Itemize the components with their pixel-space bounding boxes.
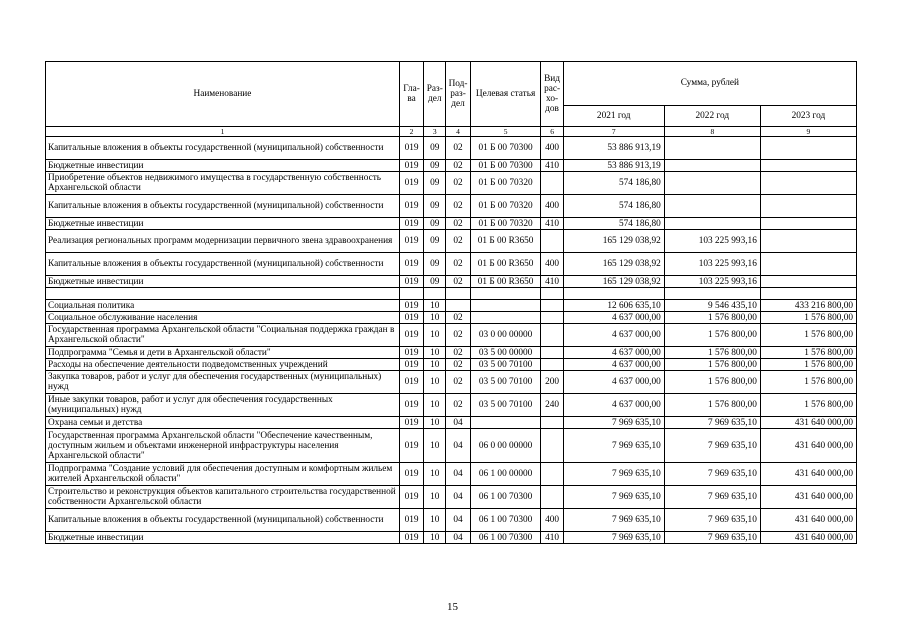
cell-sum-2022: 7 969 635,10 [664, 509, 760, 532]
cell-name: Капитальные вложения в объекты государственной (муниципальной) собственности [46, 195, 400, 218]
cell-expense-type: 410 [541, 160, 563, 172]
cell-razdel: 10 [424, 359, 446, 371]
cell-target-article: 01 Б 00 R3650 [470, 230, 541, 253]
cell-sum-2023: 1 576 800,00 [760, 347, 856, 359]
table-row [46, 371, 857, 394]
header-glava: Гла-ва [399, 62, 423, 127]
column-number: 8 [664, 127, 760, 137]
cell-sum-2021: 7 969 635,10 [563, 429, 664, 463]
cell-glava: 019 [399, 509, 423, 532]
cell-sum-2022: 103 225 993,16 [664, 276, 760, 288]
cell-sum-2022 [664, 172, 760, 195]
cell-expense-type: 400 [541, 195, 563, 218]
header-podrazdel: Под-раз-дел [446, 62, 470, 127]
cell-expense-type: 410 [541, 276, 563, 288]
cell-sum-2021: 53 886 913,19 [563, 160, 664, 172]
cell-sum-2021: 574 186,80 [563, 218, 664, 230]
column-number: 2 [399, 127, 423, 137]
table-row [46, 324, 857, 347]
header-year-2022: 2022 год [664, 105, 760, 126]
cell-glava: 019 [399, 218, 423, 230]
cell-sum-2022: 1 576 800,00 [664, 394, 760, 417]
header-razdel: Раз-дел [424, 62, 446, 127]
cell-expense-type [541, 312, 563, 324]
cell-sum-2022 [664, 137, 760, 160]
cell-name [46, 288, 400, 300]
cell-sum-2023: 431 640 000,00 [760, 417, 856, 429]
cell-sum-2021: 7 969 635,10 [563, 486, 664, 509]
cell-target-article: 03 5 00 70100 [470, 394, 541, 417]
cell-podrazdel: 04 [446, 429, 470, 463]
table-row [46, 417, 857, 429]
cell-podrazdel: 02 [446, 394, 470, 417]
cell-razdel: 09 [424, 172, 446, 195]
cell-expense-type [541, 288, 563, 300]
cell-glava: 019 [399, 312, 423, 324]
table-row [46, 509, 857, 532]
cell-razdel: 10 [424, 347, 446, 359]
cell-name: Бюджетные инвестиции [46, 160, 400, 172]
cell-razdel [424, 288, 446, 300]
table-body [46, 137, 857, 544]
cell-podrazdel [446, 288, 470, 300]
cell-razdel: 10 [424, 312, 446, 324]
cell-sum-2022: 7 969 635,10 [664, 429, 760, 463]
cell-sum-2023 [760, 137, 856, 160]
cell-podrazdel: 04 [446, 463, 470, 486]
column-number: 6 [541, 127, 563, 137]
cell-podrazdel: 02 [446, 324, 470, 347]
cell-podrazdel: 02 [446, 276, 470, 288]
cell-name: Охрана семьи и детства [46, 417, 400, 429]
cell-razdel: 10 [424, 509, 446, 532]
cell-glava: 019 [399, 324, 423, 347]
cell-razdel: 10 [424, 371, 446, 394]
cell-name: Бюджетные инвестиции [46, 276, 400, 288]
table-row [46, 532, 857, 544]
cell-razdel: 10 [424, 300, 446, 312]
cell-glava [399, 288, 423, 300]
cell-target-article: 06 1 00 70300 [470, 509, 541, 532]
cell-sum-2021: 53 886 913,19 [563, 137, 664, 160]
cell-name: Строительство и реконструкция объектов капитального строительства государственной собственности Архангельской области [46, 486, 400, 509]
cell-podrazdel: 04 [446, 509, 470, 532]
table-row [46, 300, 857, 312]
cell-target-article: 06 1 00 70300 [470, 532, 541, 544]
cell-expense-type: 410 [541, 532, 563, 544]
column-number: 7 [563, 127, 664, 137]
cell-razdel: 10 [424, 324, 446, 347]
cell-sum-2023: 431 640 000,00 [760, 509, 856, 532]
cell-glava: 019 [399, 429, 423, 463]
cell-expense-type [541, 324, 563, 347]
column-number: 3 [424, 127, 446, 137]
cell-target-article [470, 417, 541, 429]
cell-sum-2023: 1 576 800,00 [760, 312, 856, 324]
cell-sum-2021: 4 637 000,00 [563, 394, 664, 417]
cell-sum-2023 [760, 172, 856, 195]
cell-name: Государственная программа Архангельской области "Социальная поддержка граждан в Архангельской области" [46, 324, 400, 347]
cell-sum-2023: 431 640 000,00 [760, 532, 856, 544]
cell-podrazdel: 04 [446, 532, 470, 544]
cell-razdel: 09 [424, 137, 446, 160]
cell-sum-2023: 431 640 000,00 [760, 463, 856, 486]
cell-sum-2022: 1 576 800,00 [664, 347, 760, 359]
cell-expense-type [541, 172, 563, 195]
table-row [46, 288, 857, 300]
column-number: 1 [46, 127, 400, 137]
cell-expense-type [541, 463, 563, 486]
table-row [46, 486, 857, 509]
table-row [46, 172, 857, 195]
table-row [46, 160, 857, 172]
cell-expense-type: 410 [541, 218, 563, 230]
cell-sum-2023: 1 576 800,00 [760, 324, 856, 347]
cell-razdel: 10 [424, 429, 446, 463]
cell-sum-2021: 7 969 635,10 [563, 417, 664, 429]
cell-sum-2021: 4 637 000,00 [563, 371, 664, 394]
cell-podrazdel: 02 [446, 218, 470, 230]
cell-sum-2022: 103 225 993,16 [664, 230, 760, 253]
header-target-article: Целевая статья [470, 62, 541, 127]
cell-expense-type [541, 417, 563, 429]
cell-sum-2022: 1 576 800,00 [664, 371, 760, 394]
cell-glava: 019 [399, 253, 423, 276]
cell-razdel: 10 [424, 486, 446, 509]
cell-target-article: 01 Б 00 R3650 [470, 276, 541, 288]
cell-expense-type [541, 359, 563, 371]
cell-target-article: 06 0 00 00000 [470, 429, 541, 463]
cell-podrazdel: 02 [446, 253, 470, 276]
column-number-row [46, 127, 857, 137]
cell-name: Социальная политика [46, 300, 400, 312]
header-expense-type: Вид рас-хо-дов [541, 62, 563, 127]
cell-expense-type: 400 [541, 509, 563, 532]
cell-name: Капитальные вложения в объекты государственной (муниципальной) собственности [46, 137, 400, 160]
cell-name: Государственная программа Архангельской области "Обеспечение качественным, доступным жильем и объектами инженерной инфраструктуры населения Архангельской области" [46, 429, 400, 463]
cell-name: Приобретение объектов недвижимого имущества в государственную собственность Архангельской области [46, 172, 400, 195]
cell-sum-2023 [760, 230, 856, 253]
cell-razdel: 09 [424, 195, 446, 218]
cell-sum-2023 [760, 160, 856, 172]
cell-razdel: 09 [424, 218, 446, 230]
cell-sum-2022 [664, 195, 760, 218]
cell-sum-2022: 1 576 800,00 [664, 324, 760, 347]
cell-sum-2021: 165 129 038,92 [563, 230, 664, 253]
cell-target-article: 01 Б 00 70320 [470, 195, 541, 218]
cell-glava: 019 [399, 359, 423, 371]
cell-sum-2022: 7 969 635,10 [664, 463, 760, 486]
cell-name: Социальное обслуживание населения [46, 312, 400, 324]
cell-razdel: 09 [424, 253, 446, 276]
cell-podrazdel: 02 [446, 359, 470, 371]
cell-podrazdel: 04 [446, 417, 470, 429]
cell-target-article: 01 Б 00 R3650 [470, 253, 541, 276]
cell-expense-type [541, 230, 563, 253]
header-sum: Сумма, рублей [563, 62, 856, 106]
cell-glava: 019 [399, 230, 423, 253]
cell-glava: 019 [399, 417, 423, 429]
page-number: 15 [447, 601, 458, 613]
cell-expense-type: 400 [541, 137, 563, 160]
cell-glava: 019 [399, 195, 423, 218]
cell-expense-type: 200 [541, 371, 563, 394]
cell-name: Бюджетные инвестиции [46, 532, 400, 544]
cell-glava: 019 [399, 347, 423, 359]
table-row [46, 429, 857, 463]
cell-razdel: 10 [424, 463, 446, 486]
cell-target-article: 03 5 00 70100 [470, 371, 541, 394]
cell-sum-2022 [664, 288, 760, 300]
cell-sum-2023 [760, 253, 856, 276]
table-row [46, 137, 857, 160]
cell-glava: 019 [399, 532, 423, 544]
header-year-2023: 2023 год [760, 105, 856, 126]
cell-podrazdel: 02 [446, 195, 470, 218]
cell-sum-2022: 7 969 635,10 [664, 532, 760, 544]
cell-target-article: 01 Б 00 70320 [470, 218, 541, 230]
cell-sum-2021 [563, 288, 664, 300]
cell-glava: 019 [399, 394, 423, 417]
cell-podrazdel: 02 [446, 172, 470, 195]
cell-sum-2023: 1 576 800,00 [760, 371, 856, 394]
cell-expense-type [541, 486, 563, 509]
cell-expense-type: 400 [541, 253, 563, 276]
cell-razdel: 10 [424, 394, 446, 417]
cell-expense-type: 240 [541, 394, 563, 417]
cell-sum-2022 [664, 218, 760, 230]
cell-podrazdel: 02 [446, 347, 470, 359]
cell-sum-2022: 9 546 435,10 [664, 300, 760, 312]
table-row [46, 253, 857, 276]
cell-sum-2021: 12 606 635,10 [563, 300, 664, 312]
cell-sum-2022: 1 576 800,00 [664, 359, 760, 371]
budget-table [45, 61, 857, 544]
cell-target-article: 03 5 00 00000 [470, 347, 541, 359]
cell-sum-2021: 574 186,80 [563, 195, 664, 218]
cell-sum-2023: 431 640 000,00 [760, 486, 856, 509]
cell-sum-2023 [760, 276, 856, 288]
cell-name: Капитальные вложения в объекты государственной (муниципальной) собственности [46, 253, 400, 276]
cell-sum-2021: 4 637 000,00 [563, 312, 664, 324]
cell-sum-2023 [760, 288, 856, 300]
cell-target-article: 01 Б 00 70320 [470, 172, 541, 195]
cell-sum-2021: 4 637 000,00 [563, 359, 664, 371]
cell-target-article [470, 312, 541, 324]
cell-target-article: 01 Б 00 70300 [470, 137, 541, 160]
cell-sum-2023 [760, 195, 856, 218]
cell-sum-2022: 7 969 635,10 [664, 417, 760, 429]
cell-razdel: 09 [424, 160, 446, 172]
column-number: 5 [470, 127, 541, 137]
cell-name: Капитальные вложения в объекты государственной (муниципальной) собственности [46, 509, 400, 532]
table-row [46, 359, 857, 371]
cell-podrazdel: 04 [446, 486, 470, 509]
cell-target-article: 03 5 00 70100 [470, 359, 541, 371]
header-name: Наименование [46, 62, 400, 127]
cell-glava: 019 [399, 172, 423, 195]
cell-target-article: 03 0 00 00000 [470, 324, 541, 347]
cell-razdel: 09 [424, 230, 446, 253]
cell-razdel: 09 [424, 276, 446, 288]
cell-glava: 019 [399, 160, 423, 172]
cell-name: Закупка товаров, работ и услуг для обеспечения государственных (муниципальных) нужд [46, 371, 400, 394]
column-number: 4 [446, 127, 470, 137]
cell-sum-2021: 7 969 635,10 [563, 509, 664, 532]
cell-target-article: 01 Б 00 70300 [470, 160, 541, 172]
cell-name: Иные закупки товаров, работ и услуг для обеспечения государственных (муниципальных) нужд [46, 394, 400, 417]
cell-name: Реализация региональных программ модернизации первичного звена здравоохранения [46, 230, 400, 253]
cell-podrazdel: 02 [446, 230, 470, 253]
column-number: 9 [760, 127, 856, 137]
cell-sum-2021: 4 637 000,00 [563, 347, 664, 359]
table-row [46, 312, 857, 324]
cell-expense-type [541, 429, 563, 463]
cell-sum-2021: 165 129 038,92 [563, 276, 664, 288]
cell-sum-2023: 433 216 800,00 [760, 300, 856, 312]
cell-glava: 019 [399, 276, 423, 288]
cell-razdel: 10 [424, 532, 446, 544]
cell-name: Бюджетные инвестиции [46, 218, 400, 230]
cell-sum-2021: 165 129 038,92 [563, 253, 664, 276]
cell-podrazdel: 02 [446, 160, 470, 172]
cell-name: Подпрограмма "Семья и дети в Архангельской области" [46, 347, 400, 359]
cell-sum-2022: 7 969 635,10 [664, 486, 760, 509]
cell-expense-type [541, 347, 563, 359]
cell-sum-2021: 7 969 635,10 [563, 463, 664, 486]
cell-sum-2023: 1 576 800,00 [760, 394, 856, 417]
cell-glava: 019 [399, 486, 423, 509]
cell-razdel: 10 [424, 417, 446, 429]
cell-sum-2023: 431 640 000,00 [760, 429, 856, 463]
cell-glava: 019 [399, 371, 423, 394]
cell-sum-2023 [760, 218, 856, 230]
cell-target-article [470, 288, 541, 300]
cell-name: Подпрограмма "Создание условий для обеспечения доступным и комфортным жильем жителей Архангельской области" [46, 463, 400, 486]
cell-podrazdel: 02 [446, 371, 470, 394]
cell-sum-2021: 7 969 635,10 [563, 532, 664, 544]
table-row [46, 463, 857, 486]
table-row [46, 230, 857, 253]
cell-glava: 019 [399, 463, 423, 486]
cell-sum-2021: 574 186,80 [563, 172, 664, 195]
cell-target-article: 06 1 00 70300 [470, 486, 541, 509]
cell-sum-2021: 4 637 000,00 [563, 324, 664, 347]
cell-expense-type [541, 300, 563, 312]
cell-sum-2022: 1 576 800,00 [664, 312, 760, 324]
cell-glava: 019 [399, 300, 423, 312]
cell-sum-2023: 1 576 800,00 [760, 359, 856, 371]
table-row [46, 394, 857, 417]
cell-target-article [470, 300, 541, 312]
table-row [46, 218, 857, 230]
cell-podrazdel [446, 300, 470, 312]
table-row [46, 195, 857, 218]
cell-sum-2022: 103 225 993,16 [664, 253, 760, 276]
header-year-2021: 2021 год [563, 105, 664, 126]
cell-name: Расходы на обеспечение деятельности подведомственных учреждений [46, 359, 400, 371]
cell-podrazdel: 02 [446, 137, 470, 160]
cell-sum-2022 [664, 160, 760, 172]
cell-glava: 019 [399, 137, 423, 160]
table-row [46, 276, 857, 288]
table-row [46, 347, 857, 359]
cell-podrazdel: 02 [446, 312, 470, 324]
cell-target-article: 06 1 00 00000 [470, 463, 541, 486]
